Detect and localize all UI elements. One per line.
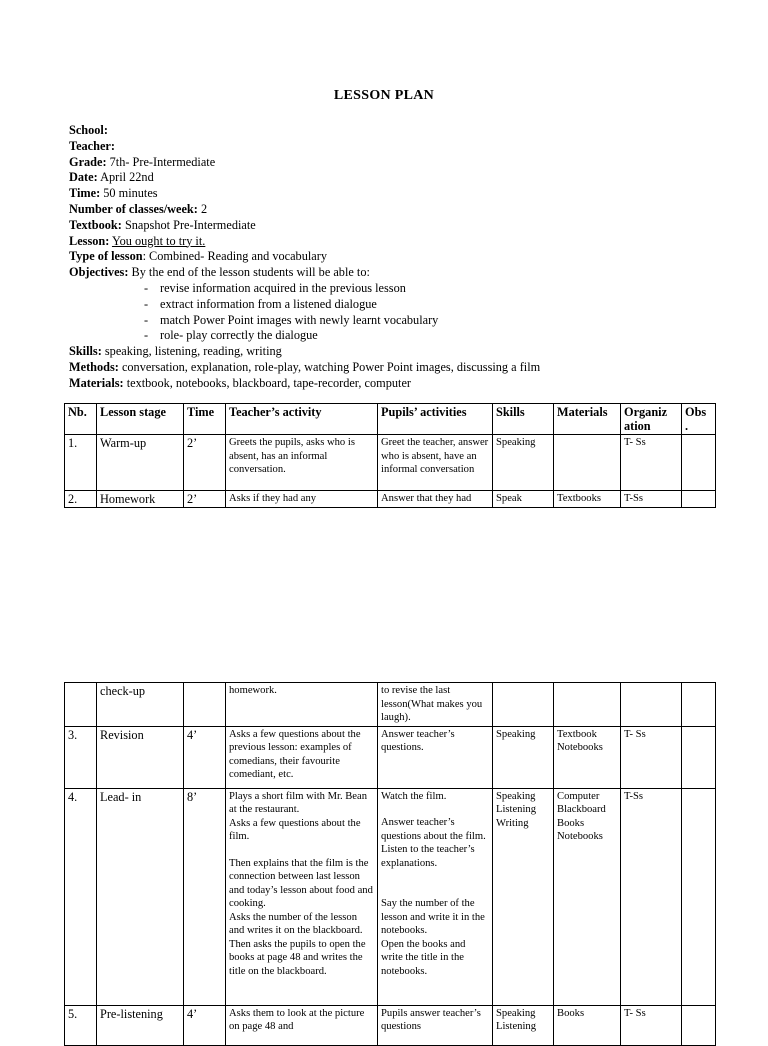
header-cell: Organiz ation bbox=[621, 404, 682, 435]
header-cell: Materials bbox=[554, 404, 621, 435]
textbook-row: Textbook: Snapshot Pre-Intermediate bbox=[69, 217, 256, 232]
header-cell: Lesson stage bbox=[97, 404, 184, 435]
lesson-table-page2 bbox=[64, 682, 716, 1046]
type-row: Type of lesson: Combined- Reading and vocabulary bbox=[69, 249, 327, 264]
table-header-row bbox=[65, 404, 716, 435]
header-cell: Nb. bbox=[65, 404, 97, 435]
list-item: - revise information acquired in the previous lesson bbox=[144, 281, 719, 297]
header-cell: Teacher’s activity bbox=[226, 404, 378, 435]
table-row: 3. Revision 4’ Asks a few questions about the previous lesson: examples of comedians, their favourite comediant, etc. Answer teacher’s questions. Speaking Textbook Notebooks T- Ss bbox=[65, 726, 716, 788]
lesson-title: You ought to try it. bbox=[111, 233, 206, 248]
date-row: Date: April 22nd bbox=[69, 170, 154, 185]
lesson-table-page1 bbox=[64, 403, 716, 508]
header-cell: Skills bbox=[493, 404, 554, 435]
lesson-info bbox=[69, 123, 719, 392]
objectives-list bbox=[69, 281, 719, 344]
methods-row: Methods: conversation, explanation, role-play, watching Power Point images, discussing a film bbox=[69, 359, 541, 374]
classes-row: Number of classes/week: 2 bbox=[69, 201, 208, 216]
page-title: LESSON PLAN bbox=[333, 88, 435, 103]
grade-row: Grade: 7th- Pre-Intermediate bbox=[69, 154, 216, 169]
header-cell: Time bbox=[184, 404, 226, 435]
header-cell: Obs . bbox=[682, 404, 716, 435]
header-cell: Pupils’ activities bbox=[378, 404, 493, 435]
skills-row: Skills: speaking, listening, reading, writing bbox=[69, 344, 282, 359]
table-row: check-up homework. to revise the last lesson(What makes you laugh). bbox=[65, 683, 716, 727]
table-row: 5. Pre-listening 4’ Asks them to look at the picture on page 48 and Pupils answer teacher’s questions Speaking Listening Books T- Ss bbox=[65, 1005, 716, 1045]
school-row: School: bbox=[69, 123, 108, 137]
table-row: 1. Warm-up 2’ Greets the pupils, asks who is absent, has an informal conversation. Greet the teacher, answer who is absent, have an informal conversation Speaking T- Ss bbox=[65, 435, 716, 491]
list-item: - role- play correctly the dialogue bbox=[144, 328, 719, 344]
list-item: - match Power Point images with newly learnt vocabulary bbox=[144, 313, 719, 329]
time-row: Time: 50 minutes bbox=[69, 186, 158, 201]
materials-row: Materials: textbook, notebooks, blackboard, tape-recorder, computer bbox=[69, 375, 411, 390]
list-item: - extract information from a listened dialogue bbox=[144, 297, 719, 313]
table-row: 4. Lead- in 8’ Plays a short film with Mr. Bean at the restaurant. Asks a few questions about the film. Then explains that the film is the connection between last lesson and today’s lesson about food and cooking. Asks the number of the lesson and writes it on the blackboard. Then asks the pupils to open the books at page 48 and writes the title on the blackboard. Watch the film. Answer teacher’s questions about the film. Listen to the teacher’s explanations. Say the number of the lesson and write it in the notebooks. Open the books and write the title in the notebooks. Speaking Listening Writing Computer Blackboard Books Notebooks T-Ss bbox=[65, 788, 716, 1005]
teacher-row: Teacher: bbox=[69, 138, 115, 153]
objectives-row: Objectives: By the end of the lesson students will be able to: bbox=[69, 265, 370, 280]
lesson-row: Lesson: You ought to try it. bbox=[69, 233, 206, 248]
table-row: 2. Homework 2’ Asks if they had any Answer that they had Speak Textbooks T-Ss bbox=[65, 491, 716, 508]
